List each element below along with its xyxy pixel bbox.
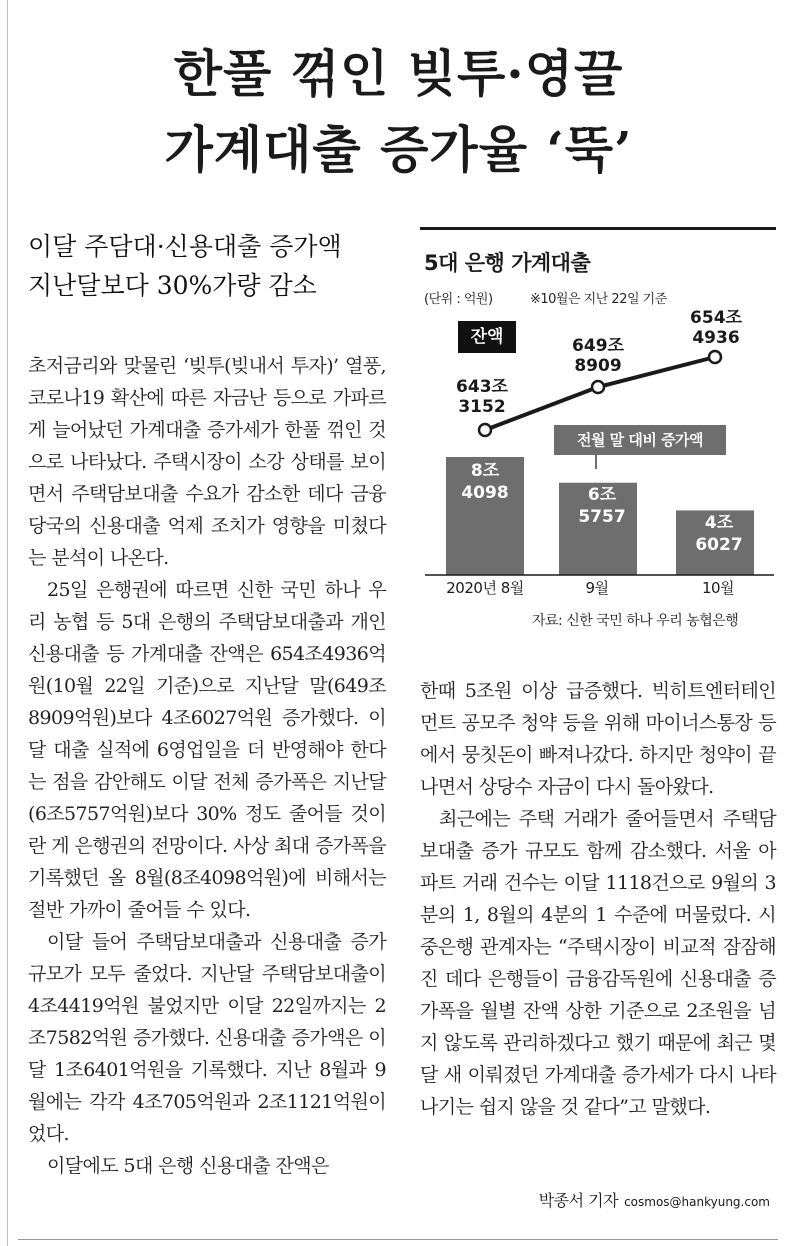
headline-line-1: 한풀 꺾인 빚투·영끌	[173, 44, 624, 103]
bar-label-sep: 6조 5757	[578, 485, 626, 527]
balance-label-aug: 643조 3152	[456, 377, 508, 417]
article-paragraph: 최근에는 주택 거래가 줄어들면서 주택담보대출 증가 규모도 함께 감소했다. 서울 아파트 거래 건수는 이달 1118건으로 9월의 3분의 1, 8월의 4분의 1 수준에 머물렀다. 시중은행 관계자는 “주택시장이 비교적 잠잠해진 데다 은행들이 금융감독원에 신용대출 증가폭을 월별 잔액 상한 기준으로 2조원을 넘지 않도록 관리하겠다고 했기 때문에 최근 몇 달 새 이뤄졌던 가계대출 증가세가 다시 나타나기는 쉽지 않을 것 같다”고 말했다.	[420, 808, 776, 1118]
headline-line-2: 가계대출 증가율 ‘뚝’	[164, 120, 633, 179]
bottom-rule	[18, 1239, 778, 1240]
article-paragraph: 초저금리와 맞물린 ‘빚투(빚내서 투자)’ 열풍, 코로나19 확산에 따른 자금난 등으로 가파르게 늘어났던 가계대출 증가세가 한풀 꺾인 것으로 나타났다. 주택시장이 소강 상태를 보이면서 주택담보대출 수요가 감소한 데다 금융당국의 신용대출 억제 조치가 영향을 미쳤다는 분석이 나온다.	[28, 355, 386, 569]
bar-label-oct: 4조 6027	[695, 513, 743, 555]
reporter-email: cosmos@hankyung.com	[624, 1195, 770, 1209]
byline	[539, 1188, 770, 1211]
balance-point-0	[479, 424, 491, 436]
chart-source: 자료: 신한 국민 하나 우리 농협은행	[532, 613, 739, 629]
article-paragraph: 이달에도 5대 은행 신용대출 잔액은	[47, 1155, 329, 1177]
bar-label-aug: 8조 4098	[461, 461, 509, 503]
balance-badge: 잔액	[458, 321, 516, 353]
chart-unit-note: (단위 : 억원)	[424, 292, 493, 307]
chart-title: 5대 은행 가계대출	[424, 251, 591, 275]
article-paragraph: 25일 은행권에 따르면 신한 국민 하나 우리 농협 등 5대 은행의 주택담보대출과 개인신용대출 등 가계대출 잔액은 654조4936억원(10월 22일 기준)으로 지난달 말(649조8909억원)보다 4조6027억원 증가했다. 이달 대출 실적에 6영업일을 더 반영해야 한다는 점을 감안해도 이달 전체 증가폭은 지난달(6조5757억원)보다 30% 정도 줄어들 것이란 게 은행권의 전망이다. 사상 최대 증가폭을 기록했던 올 8월(8조4098억원)에 비해서는 절반 가까이 줄어들 수 있다.	[28, 579, 386, 921]
article-paragraph: 한때 5조원 이상 급증했다. 빅히트엔터테인먼트 공모주 청약 등을 위해 마이너스통장 등에서 뭉칫돈이 빠져나갔다. 하지만 청약이 끝나면서 상당수 자금이 다시 돌아왔다.	[420, 680, 776, 798]
balance-point-1	[592, 381, 604, 393]
article-right-column	[420, 675, 776, 1123]
balance-point-2	[709, 351, 721, 363]
balance-label-sep: 649조 8909	[572, 336, 624, 376]
reporter-name: 박종서 기자	[538, 1191, 619, 1210]
chart-date-note: ※10월은 지난 22일 기준	[530, 292, 667, 307]
x-tick-label-sep: 9월	[585, 579, 609, 597]
balance-label-oct: 654조 4936	[690, 308, 742, 348]
article-paragraph: 이달 들어 주택담보대출과 신용대출 증가 규모가 모두 줄었다. 지난달 주택담보대출이 4조4419억원 불었지만 이달 22일까지는 2조7582억원 증가했다. 신용대출 증가액은 이달 1조6401억원을 기록했다. 지난 8월과 9월에는 각각 4조705억원과 2조1121억원이었다.	[28, 931, 386, 1145]
subheadline-line-2: 지난달보다 30%가량 감소	[28, 271, 317, 300]
x-tick-label-aug: 2020년 8월	[446, 579, 524, 597]
x-tick-label-oct: 10월	[701, 579, 735, 597]
increase-badge: 전월 말 대비 증가액	[554, 425, 726, 455]
subheadline-line-1: 이달 주담대·신용대출 증가액	[28, 232, 342, 261]
